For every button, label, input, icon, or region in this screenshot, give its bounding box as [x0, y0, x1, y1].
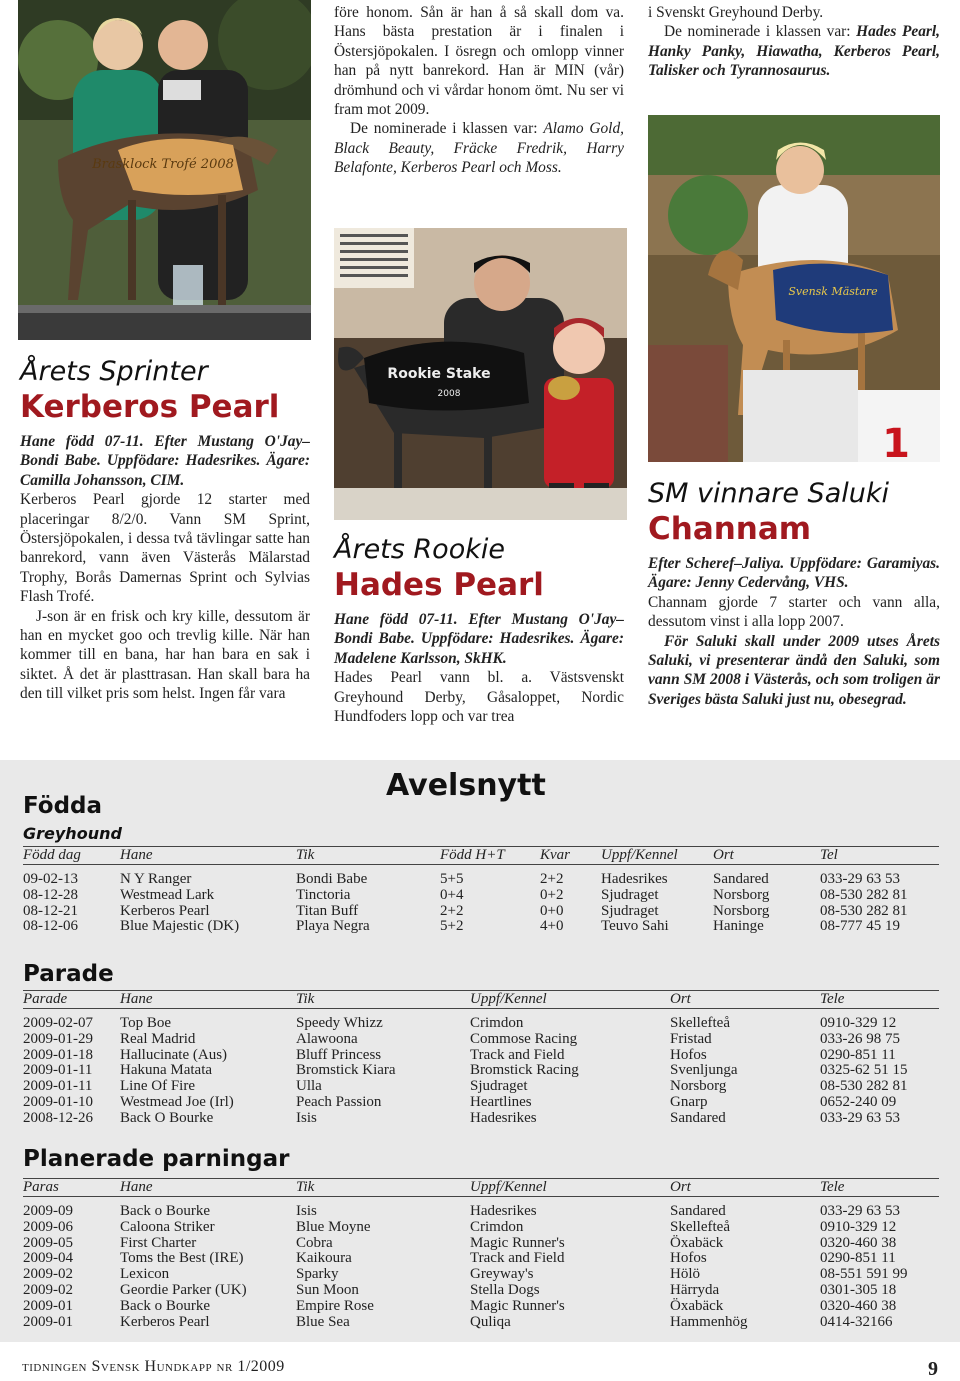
- table-cell: Westmead Lark: [120, 886, 215, 903]
- fodda-header-row: [23, 847, 939, 865]
- table-cell: Sun Moon: [296, 1281, 359, 1298]
- table-row: [23, 1283, 939, 1299]
- table-cell: Teuvo Sahi: [601, 918, 669, 935]
- avelsnytt-title: Avelsnytt: [386, 768, 546, 803]
- table-cell: Blue Sea: [296, 1313, 350, 1330]
- table-cell: 2+2: [540, 871, 564, 887]
- table-cell: Sandared: [670, 1109, 726, 1126]
- table-cell: 0910-329 12: [820, 1218, 897, 1235]
- table-cell: 0301-305 18: [820, 1281, 897, 1298]
- sprinter-name: Kerberos Pearl: [20, 389, 280, 425]
- table-cell: Magic Runner's: [470, 1234, 565, 1251]
- table-row: [23, 1315, 939, 1331]
- table-cell: 5+2: [440, 918, 464, 935]
- table-cell: Haninge: [713, 918, 764, 935]
- table-cell: 0290-851 11: [820, 1250, 896, 1267]
- table-cell: 2+2: [440, 902, 464, 919]
- table-cell: Hadesrikes: [470, 1109, 537, 1126]
- table-cell: Kerberos Pearl: [120, 1313, 210, 1330]
- parade-title: Parade: [23, 961, 114, 987]
- table-row: [23, 1079, 939, 1095]
- table-cell: Isis: [296, 1203, 317, 1219]
- table-cell: Hadesrikes: [470, 1203, 537, 1219]
- table-cell: Sjudraget: [601, 902, 659, 919]
- table-cell: 2009-01: [23, 1313, 73, 1330]
- table-cell: 2009-01: [23, 1297, 73, 1314]
- table-cell: 2009-09: [23, 1203, 73, 1219]
- table-cell: 08-777 45 19: [820, 918, 900, 935]
- table-cell: Quliqa: [470, 1313, 511, 1330]
- table-cell: Isis: [296, 1109, 317, 1126]
- rookie-blanket-text: Rookie Stake: [387, 366, 491, 382]
- table-cell: 08-530 282 81: [820, 886, 908, 903]
- table-cell: 2009-01-11: [23, 1062, 93, 1079]
- table-cell: Kaikoura: [296, 1250, 352, 1267]
- col-right-nominees: [648, 22, 940, 80]
- photo-sprinter-award: [18, 0, 311, 340]
- table-cell: Ulla: [296, 1078, 322, 1095]
- table-cell: Empire Rose: [296, 1297, 374, 1314]
- col-mid-nominees: [334, 119, 624, 177]
- table-cell: Line Of Fire: [120, 1078, 195, 1095]
- table-cell: 08-12-21: [23, 902, 78, 919]
- table-cell: Speedy Whizz: [296, 1015, 383, 1031]
- table-cell: 033-29 63 53: [820, 1109, 900, 1126]
- table-cell: Bromstick Racing: [470, 1062, 579, 1079]
- header-cell: Parade: [23, 991, 68, 1008]
- header-cell: Tik: [296, 1179, 315, 1196]
- rookie-name: Hades Pearl: [334, 567, 544, 603]
- header-cell: Tik: [296, 991, 315, 1008]
- table-cell: 0910-329 12: [820, 1015, 897, 1031]
- table-cell: 08-530 282 81: [820, 1078, 908, 1095]
- sprinter-paragraph-2: J-son är en frisk och kry kille, dessutom är han en mycket goo och trevlig kille. När han kommer till en bana, har han bara en sak i siktet. Å det är plasttrasan. Han skall bara ha den till vilket pris som helst. Ingen får vara: [20, 607, 310, 703]
- table-cell: 2009-02-07: [23, 1015, 93, 1031]
- table-cell: Hofos: [670, 1250, 707, 1267]
- header-cell: Uppf/Kennel: [470, 1179, 547, 1196]
- table-cell: 2008-12-26: [23, 1109, 93, 1126]
- header-cell: Tel: [820, 847, 838, 864]
- col-mid-paragraph: före honom. Sån är han å så skall dom va. Hans bästa prestation är i finalen i Östersjöpokalen. I ösregn och omlopp vinner han på nytt banrekord. Han är MIN (vår) drömhund och vi vårdar honom ömt. Nu ser vi fram mot 2009.: [334, 4, 624, 119]
- table-cell: Blue Majestic (DK): [120, 918, 240, 935]
- table-cell: Commose Racing: [470, 1030, 578, 1047]
- table-cell: First Charter: [120, 1234, 197, 1251]
- header-cell: Tele: [820, 991, 845, 1008]
- table-cell: Real Madrid: [120, 1030, 196, 1047]
- table-cell: 2009-01-11: [23, 1078, 93, 1095]
- planerade-header-row: [23, 1179, 939, 1197]
- table-cell: Back o Bourke: [120, 1297, 210, 1314]
- table-cell: Kerberos Pearl: [120, 902, 210, 919]
- table-cell: 0+0: [540, 902, 564, 919]
- article-saluki: [648, 478, 940, 709]
- table-cell: Top Boe: [120, 1015, 172, 1031]
- table-cell: 2009-01-18: [23, 1046, 93, 1063]
- table-cell: 2009-05: [23, 1234, 73, 1251]
- photo-rookie-award: [334, 228, 627, 520]
- page-number: 9: [928, 1358, 938, 1380]
- table-row: [23, 1299, 939, 1315]
- table-cell: 4+0: [540, 918, 564, 935]
- table-cell: Toms the Best (IRE): [120, 1250, 244, 1267]
- table-cell: 2009-04: [23, 1250, 73, 1267]
- table-cell: 08-551 591 99: [820, 1266, 908, 1283]
- sprinter-info: Hane född 07-11. Efter Mustang O'Jay–Bondi Babe. Uppfödare: Hadesrikes. Ägare: Camilla Johansson, CIM.: [20, 433, 310, 489]
- table-cell: 033-29 63 53: [820, 871, 900, 887]
- table-cell: Sandared: [713, 871, 769, 887]
- table-row: [23, 1032, 939, 1048]
- parade-table: [23, 990, 939, 1127]
- table-cell: 0414-32166: [820, 1313, 893, 1330]
- table-cell: Crimdon: [470, 1015, 524, 1031]
- table-cell: Bondi Babe: [296, 871, 368, 887]
- table-row: [23, 1220, 939, 1236]
- table-cell: 08-12-28: [23, 886, 78, 903]
- nominees-list: Alamo Gold, Black Beauty, Fräcke Fredrik, Harry Belafonte, Kerberos Pearl och Moss.: [334, 120, 625, 177]
- table-row: [23, 1267, 939, 1283]
- col-mid-top: [334, 3, 624, 178]
- table-cell: Gnarp: [670, 1093, 708, 1110]
- table-cell: Back o Bourke: [120, 1203, 210, 1219]
- table-cell: Bluff Princess: [296, 1046, 382, 1063]
- table-row: [23, 1095, 939, 1111]
- photo-saluki-award: [648, 115, 940, 462]
- table-cell: Sparky: [296, 1266, 339, 1283]
- parade-header-row: [23, 991, 939, 1009]
- header-cell: Hane: [120, 1179, 153, 1196]
- header-cell: Hane: [120, 847, 153, 864]
- header-cell: Uppf/Kennel: [470, 991, 547, 1008]
- header-cell: Tele: [820, 1179, 845, 1196]
- table-cell: 2009-01-29: [23, 1030, 93, 1047]
- table-cell: Öxabäck: [670, 1234, 724, 1251]
- table-row: [23, 1063, 939, 1079]
- table-cell: Öxabäck: [670, 1297, 724, 1314]
- table-row: [23, 865, 939, 888]
- table-cell: Norsborg: [670, 1078, 727, 1095]
- article-rookie: [334, 534, 624, 726]
- table-cell: Titan Buff: [296, 902, 359, 919]
- table-cell: Caloona Striker: [120, 1218, 215, 1235]
- table-row: [23, 1111, 939, 1127]
- table-row: [23, 1236, 939, 1252]
- table-cell: Greyway's: [470, 1266, 534, 1283]
- table-cell: Crimdon: [470, 1218, 524, 1235]
- table-cell: Stella Dogs: [470, 1281, 540, 1298]
- rookie-blanket-year: 2008: [437, 389, 461, 399]
- table-cell: Lexicon: [120, 1266, 170, 1283]
- table-cell: Skellefteå: [670, 1218, 730, 1235]
- table-cell: Norsborg: [713, 902, 770, 919]
- saluki-info: Efter Scheref–Jaliya. Uppfödare: Garamiyas. Ägare: Jenny Cedervång, VHS.: [648, 555, 940, 592]
- header-cell: Kvar: [540, 847, 570, 864]
- col-right-top: [648, 3, 940, 81]
- header-cell: Uppf/Kennel: [601, 847, 678, 864]
- table-cell: 2009-06: [23, 1218, 73, 1235]
- table-row: [23, 904, 939, 920]
- table-row: [23, 888, 939, 904]
- header-cell: Ort: [713, 847, 734, 864]
- saluki-paragraph-1: Channam gjorde 7 starter och vann alla, dessutom vinst i alla lopp 2007.: [648, 593, 940, 631]
- nominees-intro: De nominerade i klassen var:: [350, 120, 544, 138]
- table-cell: N Y Ranger: [120, 871, 192, 887]
- table-cell: Peach Passion: [296, 1093, 382, 1110]
- table-cell: 0290-851 11: [820, 1046, 896, 1063]
- table-cell: Norsborg: [713, 886, 770, 903]
- table-row: [23, 1197, 939, 1220]
- table-row: [23, 1048, 939, 1064]
- nominees-intro: De nominerade i klassen var:: [664, 23, 857, 41]
- table-cell: 0320-460 38: [820, 1297, 897, 1314]
- table-cell: Hölö: [670, 1266, 700, 1283]
- footer-publication: tidningen Svensk Hundkapp nr 1/2009: [22, 1358, 285, 1375]
- col-right-line: i Svenskt Greyhound Derby.: [648, 4, 824, 21]
- header-cell: Ort: [670, 991, 691, 1008]
- table-cell: Härryda: [670, 1281, 720, 1298]
- table-cell: 033-26 98 75: [820, 1030, 900, 1047]
- planerade-table: [23, 1178, 939, 1330]
- header-cell: Paras: [23, 1179, 59, 1196]
- nominees-list: Hades Pearl, Hanky Panky, Hiawatha, Kerberos Pearl, Talisker och Tyrannosaurus.: [648, 23, 941, 80]
- article-sprinter: [20, 356, 310, 704]
- table-cell: Back O Bourke: [120, 1109, 214, 1126]
- header-cell: Ort: [670, 1179, 691, 1196]
- table-row: [23, 1251, 939, 1267]
- sprinter-paragraph-1: Kerberos Pearl gjorde 12 starter med placeringar 8/2/0. Vann SM Sprint, Östersjöpokalen, i dessa två tävlingar satte han banrekord, vann även Västerås Mälarstad Trophy, Borås Damernas Sprint och Sylvias Flash Trofé.: [20, 491, 310, 606]
- table-cell: Hammenhög: [670, 1313, 748, 1330]
- header-cell: Född dag: [23, 847, 81, 864]
- table-cell: 09-02-13: [23, 871, 78, 887]
- table-cell: Magic Runner's: [470, 1297, 565, 1314]
- saluki-name: Channam: [648, 511, 812, 547]
- table-cell: 08-12-06: [23, 918, 78, 935]
- saluki-kicker: SM vinnare Saluki: [648, 478, 889, 509]
- table-cell: Svenljunga: [670, 1062, 738, 1079]
- table-cell: Bromstick Kiara: [296, 1062, 396, 1079]
- table-cell: 2009-02: [23, 1281, 73, 1298]
- header-cell: Född H+T: [440, 847, 505, 864]
- fodda-subtitle: Greyhound: [23, 824, 122, 843]
- table-cell: Heartlines: [470, 1093, 532, 1110]
- table-cell: 2009-01-10: [23, 1093, 93, 1110]
- table-cell: Sandared: [670, 1203, 726, 1219]
- table-cell: Cobra: [296, 1234, 333, 1251]
- table-cell: Playa Negra: [296, 918, 370, 935]
- table-cell: Hadesrikes: [601, 871, 668, 887]
- rookie-kicker: Årets Rookie: [334, 534, 505, 565]
- table-cell: Hofos: [670, 1046, 707, 1063]
- saluki-paragraph-2: För Saluki skall under 2009 utses Årets Saluki, vi presenterar ändå den Saluki, som vann SM 2008 i Västerås, och som troligen är Sveriges bästa Saluki just nu, obesegrad.: [648, 632, 940, 708]
- fodda-table: [23, 846, 939, 935]
- rookie-info: Hane född 07-11. Efter Mustang O'Jay–Bondi Babe. Uppfödare: Hadesrikes. Ägare: Madelene Karlsson, SkHK.: [334, 611, 624, 667]
- table-cell: 0325-62 51 15: [820, 1062, 908, 1079]
- table-cell: Sjudraget: [601, 886, 659, 903]
- table-cell: Sjudraget: [470, 1078, 528, 1095]
- table-cell: Westmead Joe (Irl): [120, 1093, 234, 1110]
- table-cell: 0+4: [440, 886, 464, 903]
- table-cell: 0+2: [540, 886, 564, 903]
- table-cell: Blue Moyne: [296, 1218, 371, 1235]
- rookie-paragraph-1: Hades Pearl vann bl. a. Västsvenskt Greyhound Derby, Gåsaloppet, Nordic Hundfoders lopp och var trea: [334, 669, 624, 726]
- planerade-title: Planerade parningar: [23, 1146, 290, 1172]
- table-cell: Fristad: [670, 1030, 712, 1047]
- header-cell: Tik: [296, 847, 315, 864]
- table-cell: Tinctoria: [296, 886, 351, 903]
- table-cell: Hakuna Matata: [120, 1062, 213, 1079]
- table-cell: Hallucinate (Aus): [120, 1046, 228, 1063]
- table-cell: Alawoona: [296, 1030, 358, 1047]
- table-cell: 08-530 282 81: [820, 902, 908, 919]
- fodda-title: Födda: [23, 793, 103, 819]
- header-cell: Hane: [120, 991, 153, 1008]
- table-cell: 2009-02: [23, 1266, 73, 1283]
- table-cell: 033-29 63 53: [820, 1203, 900, 1219]
- table-cell: Geordie Parker (UK): [120, 1281, 247, 1298]
- table-cell: Skellefteå: [670, 1015, 730, 1031]
- table-cell: Track and Field: [470, 1046, 565, 1063]
- sprinter-kicker: Årets Sprinter: [20, 356, 208, 387]
- table-cell: Track and Field: [470, 1250, 565, 1267]
- table-cell: 5+5: [440, 871, 464, 887]
- table-cell: 0320-460 38: [820, 1234, 897, 1251]
- podium-number: 1: [882, 421, 910, 462]
- saluki-blanket-text: Svensk Mästare: [788, 285, 878, 298]
- sprinter-blanket-text: Brasklock Trofé 2008: [92, 157, 234, 172]
- table-cell: 0652-240 09: [820, 1093, 897, 1110]
- table-row: [23, 919, 939, 935]
- table-row: [23, 1009, 939, 1032]
